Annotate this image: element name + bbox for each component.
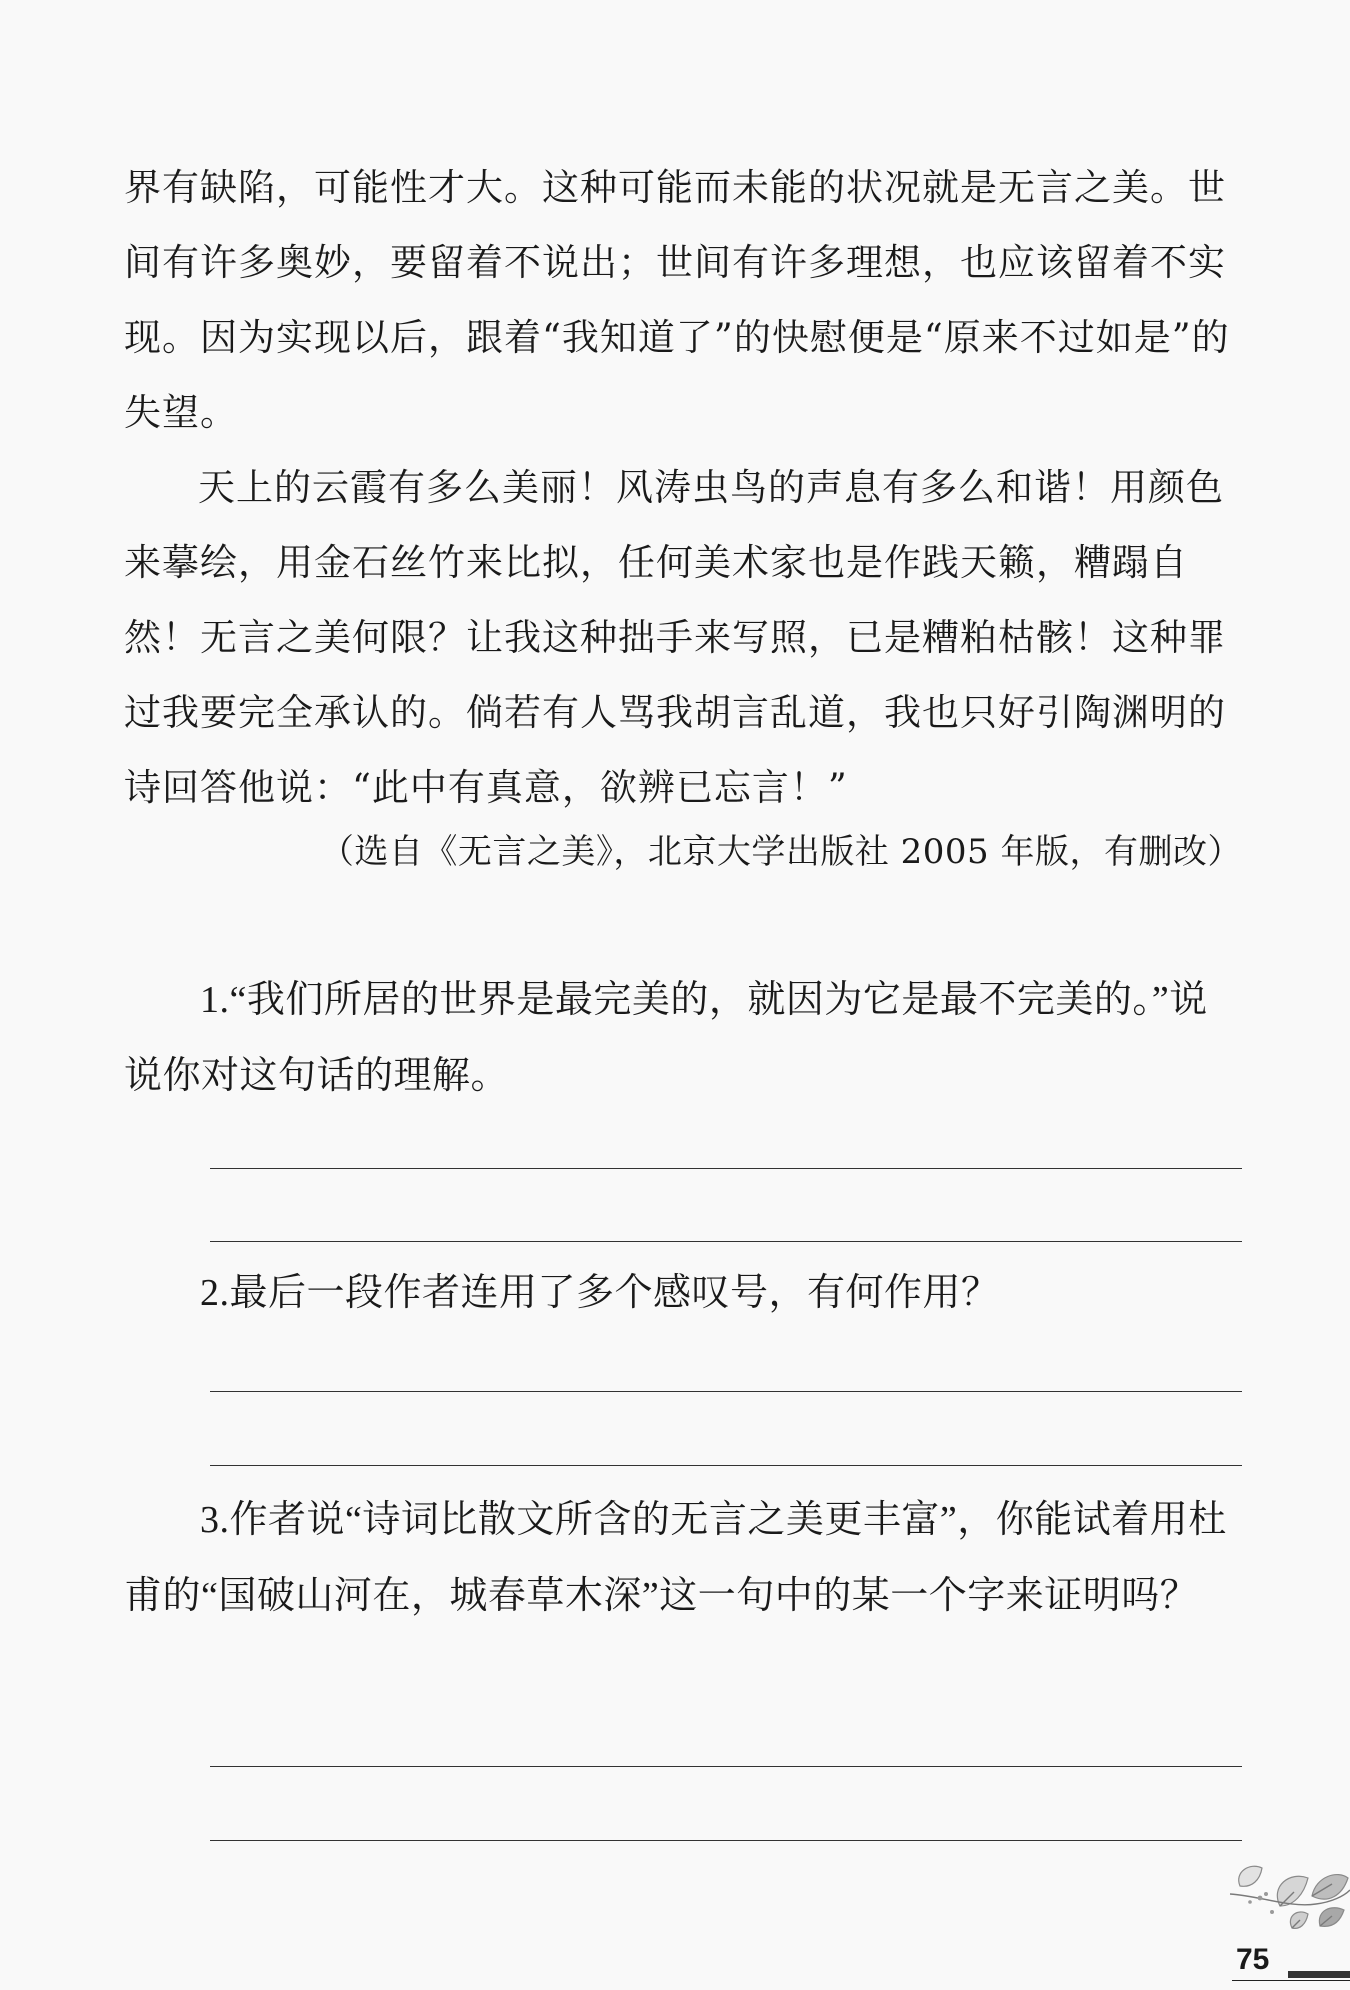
answer-line-q1-1[interactable]	[210, 1168, 1242, 1169]
passage-paragraph-2: 天上的云霞有多么美丽！风涛虫鸟的声息有多么和谐！用颜色来摹绘，用金石丝竹来比拟，任何美术家也是作践天籁，糟蹋自然！无言之美何限？让我这种拙手来写照，已是糟粕枯骸！这种罪过我要完全承认的。倘若有人骂我胡言乱道，我也只好引陶渊明的诗回答他说：“此中有真意，欲辨已忘言！”	[124, 466, 1226, 809]
leaf-branch-icon	[1220, 1836, 1350, 1936]
question-1	[124, 962, 1242, 1114]
answer-line-q2-2[interactable]	[210, 1465, 1242, 1466]
question-text: 作者说“诗词比散文所含的无言之美更丰富”，你能试着用杜甫的“国破山河在，城春草木深”这一句中的某一个字来证明吗？	[124, 1499, 1227, 1617]
source-citation: （选自《无言之美》，北京大学出版社 2005 年版，有删改）	[319, 832, 1242, 872]
page-number: 75	[1236, 1943, 1270, 1976]
question-number: 2.	[200, 1272, 230, 1314]
page-number-rule	[1232, 1980, 1350, 1981]
question-2	[124, 1255, 1242, 1331]
passage-paragraph-1: 界有缺陷，可能性才大。这种可能而未能的状况就是无言之美。世间有许多奥妙，要留着不说出；世间有许多理想，也应该留着不实现。因为实现以后，跟着“我知道了”的快慰便是“原来不过如是”的失望。	[124, 166, 1230, 434]
question-text: 最后一段作者连用了多个感叹号，有何作用？	[229, 1272, 1000, 1314]
question-number: 3.	[200, 1499, 230, 1541]
answer-line-q3-2[interactable]	[210, 1840, 1242, 1841]
answer-line-q1-2[interactable]	[210, 1241, 1242, 1242]
page-number-bar	[1288, 1971, 1350, 1978]
answer-line-q2-1[interactable]	[210, 1391, 1242, 1392]
question-number: 1.	[200, 979, 230, 1021]
reading-passage	[124, 150, 1242, 825]
question-3	[124, 1482, 1242, 1634]
question-text: “我们所居的世界是最完美的，就因为它是最不完美的。”说说你对这句话的理解。	[124, 979, 1208, 1097]
answer-line-q3-1[interactable]	[210, 1766, 1242, 1767]
